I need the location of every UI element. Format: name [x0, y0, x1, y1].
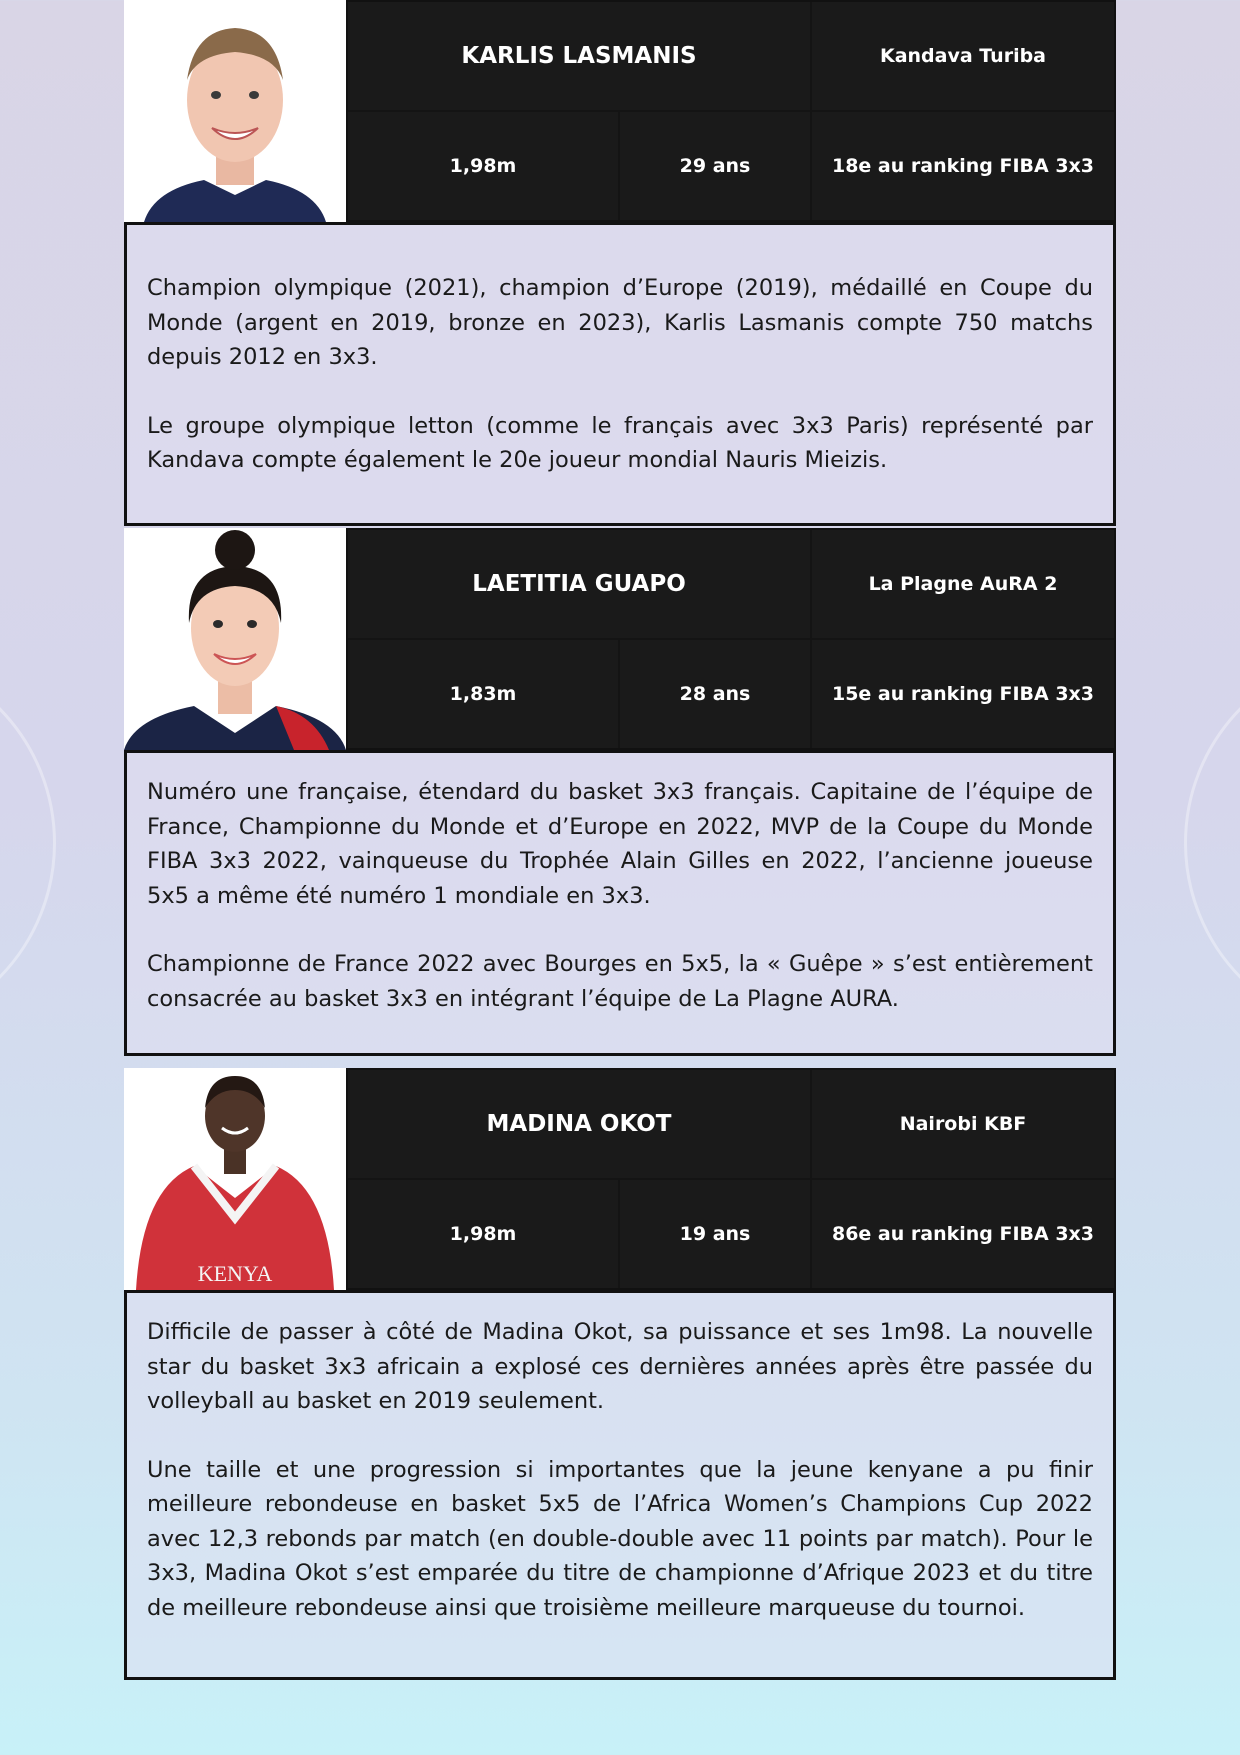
player-age: 29 ans: [620, 112, 810, 220]
bio-paragraph: Championne de France 2022 avec Bourges en 5x5, la « Guêpe » s’est entièrement consacrée au basket 3x3 en intégrant l’équipe de La Plagne AURA.: [147, 951, 1093, 1012]
bio-paragraph: Une taille et une progression si importantes que la jeune kenyane a pu finir meilleure rebondeuse en basket 5x5 de l’Africa Women’s Champions Cup 2022 avec 12,3 rebonds par match (en double-double avec 11 points par match). Pour le 3x3, Madina Okot s’est emparée du titre de championne d’Afrique 2023 et du titre de meilleure rebondeuse ainsi que troisième meilleure marqueuse du tournoi.: [147, 1456, 1093, 1621]
player-info-grid: [346, 0, 1116, 222]
jersey-text: KENYA: [197, 1261, 273, 1286]
player-name: KARLIS LASMANIS: [348, 2, 810, 110]
player-header: [124, 528, 1116, 750]
player-ranking: 15e au ranking FIBA 3x3: [812, 640, 1114, 748]
player-photo: [124, 0, 346, 222]
bio-paragraph: Numéro une française, étendard du basket 3x3 français. Capitaine de l’équipe de France, Championne du Monde et d’Europe en 2022, MVP de la Coupe du Monde FIBA 3x3 2022, vainqueuse du Trophée Alain Gilles en 2022, l’ancienne joueuse 5x5 a même été numéro 1 mondiale en 3x3.: [147, 779, 1093, 909]
player-photo: [124, 1068, 346, 1290]
court-line-left: [0, 650, 56, 1036]
player-card-1: [124, 0, 1116, 526]
player-bio: [124, 1290, 1116, 1680]
player-bio: [124, 222, 1116, 526]
player-height: 1,83m: [348, 640, 618, 748]
player-club: Kandava Turiba: [812, 2, 1114, 110]
player-age: 19 ans: [620, 1180, 810, 1288]
court-line-right: [1184, 650, 1240, 1036]
bio-paragraph: Champion olympique (2021), champion d’Europe (2019), médaillé en Coupe du Monde (argent en 2019, bronze en 2023), Karlis Lasmanis compte 750 matchs depuis 2012 en 3x3.: [147, 275, 1093, 370]
player-name: LAETITIA GUAPO: [348, 530, 810, 638]
player-header: [124, 1068, 1116, 1290]
player-club: Nairobi KBF: [812, 1070, 1114, 1178]
bio-paragraph: Le groupe olympique letton (comme le français avec 3x3 Paris) représenté par Kandava compte également le 20e joueur mondial Nauris Mieizis.: [147, 412, 1093, 473]
player-height: 1,98m: [348, 1180, 618, 1288]
player-card-3: [124, 1068, 1116, 1680]
player-name: MADINA OKOT: [348, 1070, 810, 1178]
player-photo: [124, 528, 346, 750]
player-card-2: [124, 528, 1116, 1056]
player-header: [124, 0, 1116, 222]
player-height: 1,98m: [348, 112, 618, 220]
player-info-grid: [346, 1068, 1116, 1290]
bio-paragraph: Difficile de passer à côté de Madina Okot, sa puissance et ses 1m98. La nouvelle star du basket 3x3 africain a explosé ces dernières années après être passée du volleyball au basket en 2019 seulement.: [147, 1319, 1093, 1414]
player-ranking: 86e au ranking FIBA 3x3: [812, 1180, 1114, 1288]
player-age: 28 ans: [620, 640, 810, 748]
player-info-grid: [346, 528, 1116, 750]
player-club: La Plagne AuRA 2: [812, 530, 1114, 638]
player-ranking: 18e au ranking FIBA 3x3: [812, 112, 1114, 220]
player-bio: [124, 750, 1116, 1056]
